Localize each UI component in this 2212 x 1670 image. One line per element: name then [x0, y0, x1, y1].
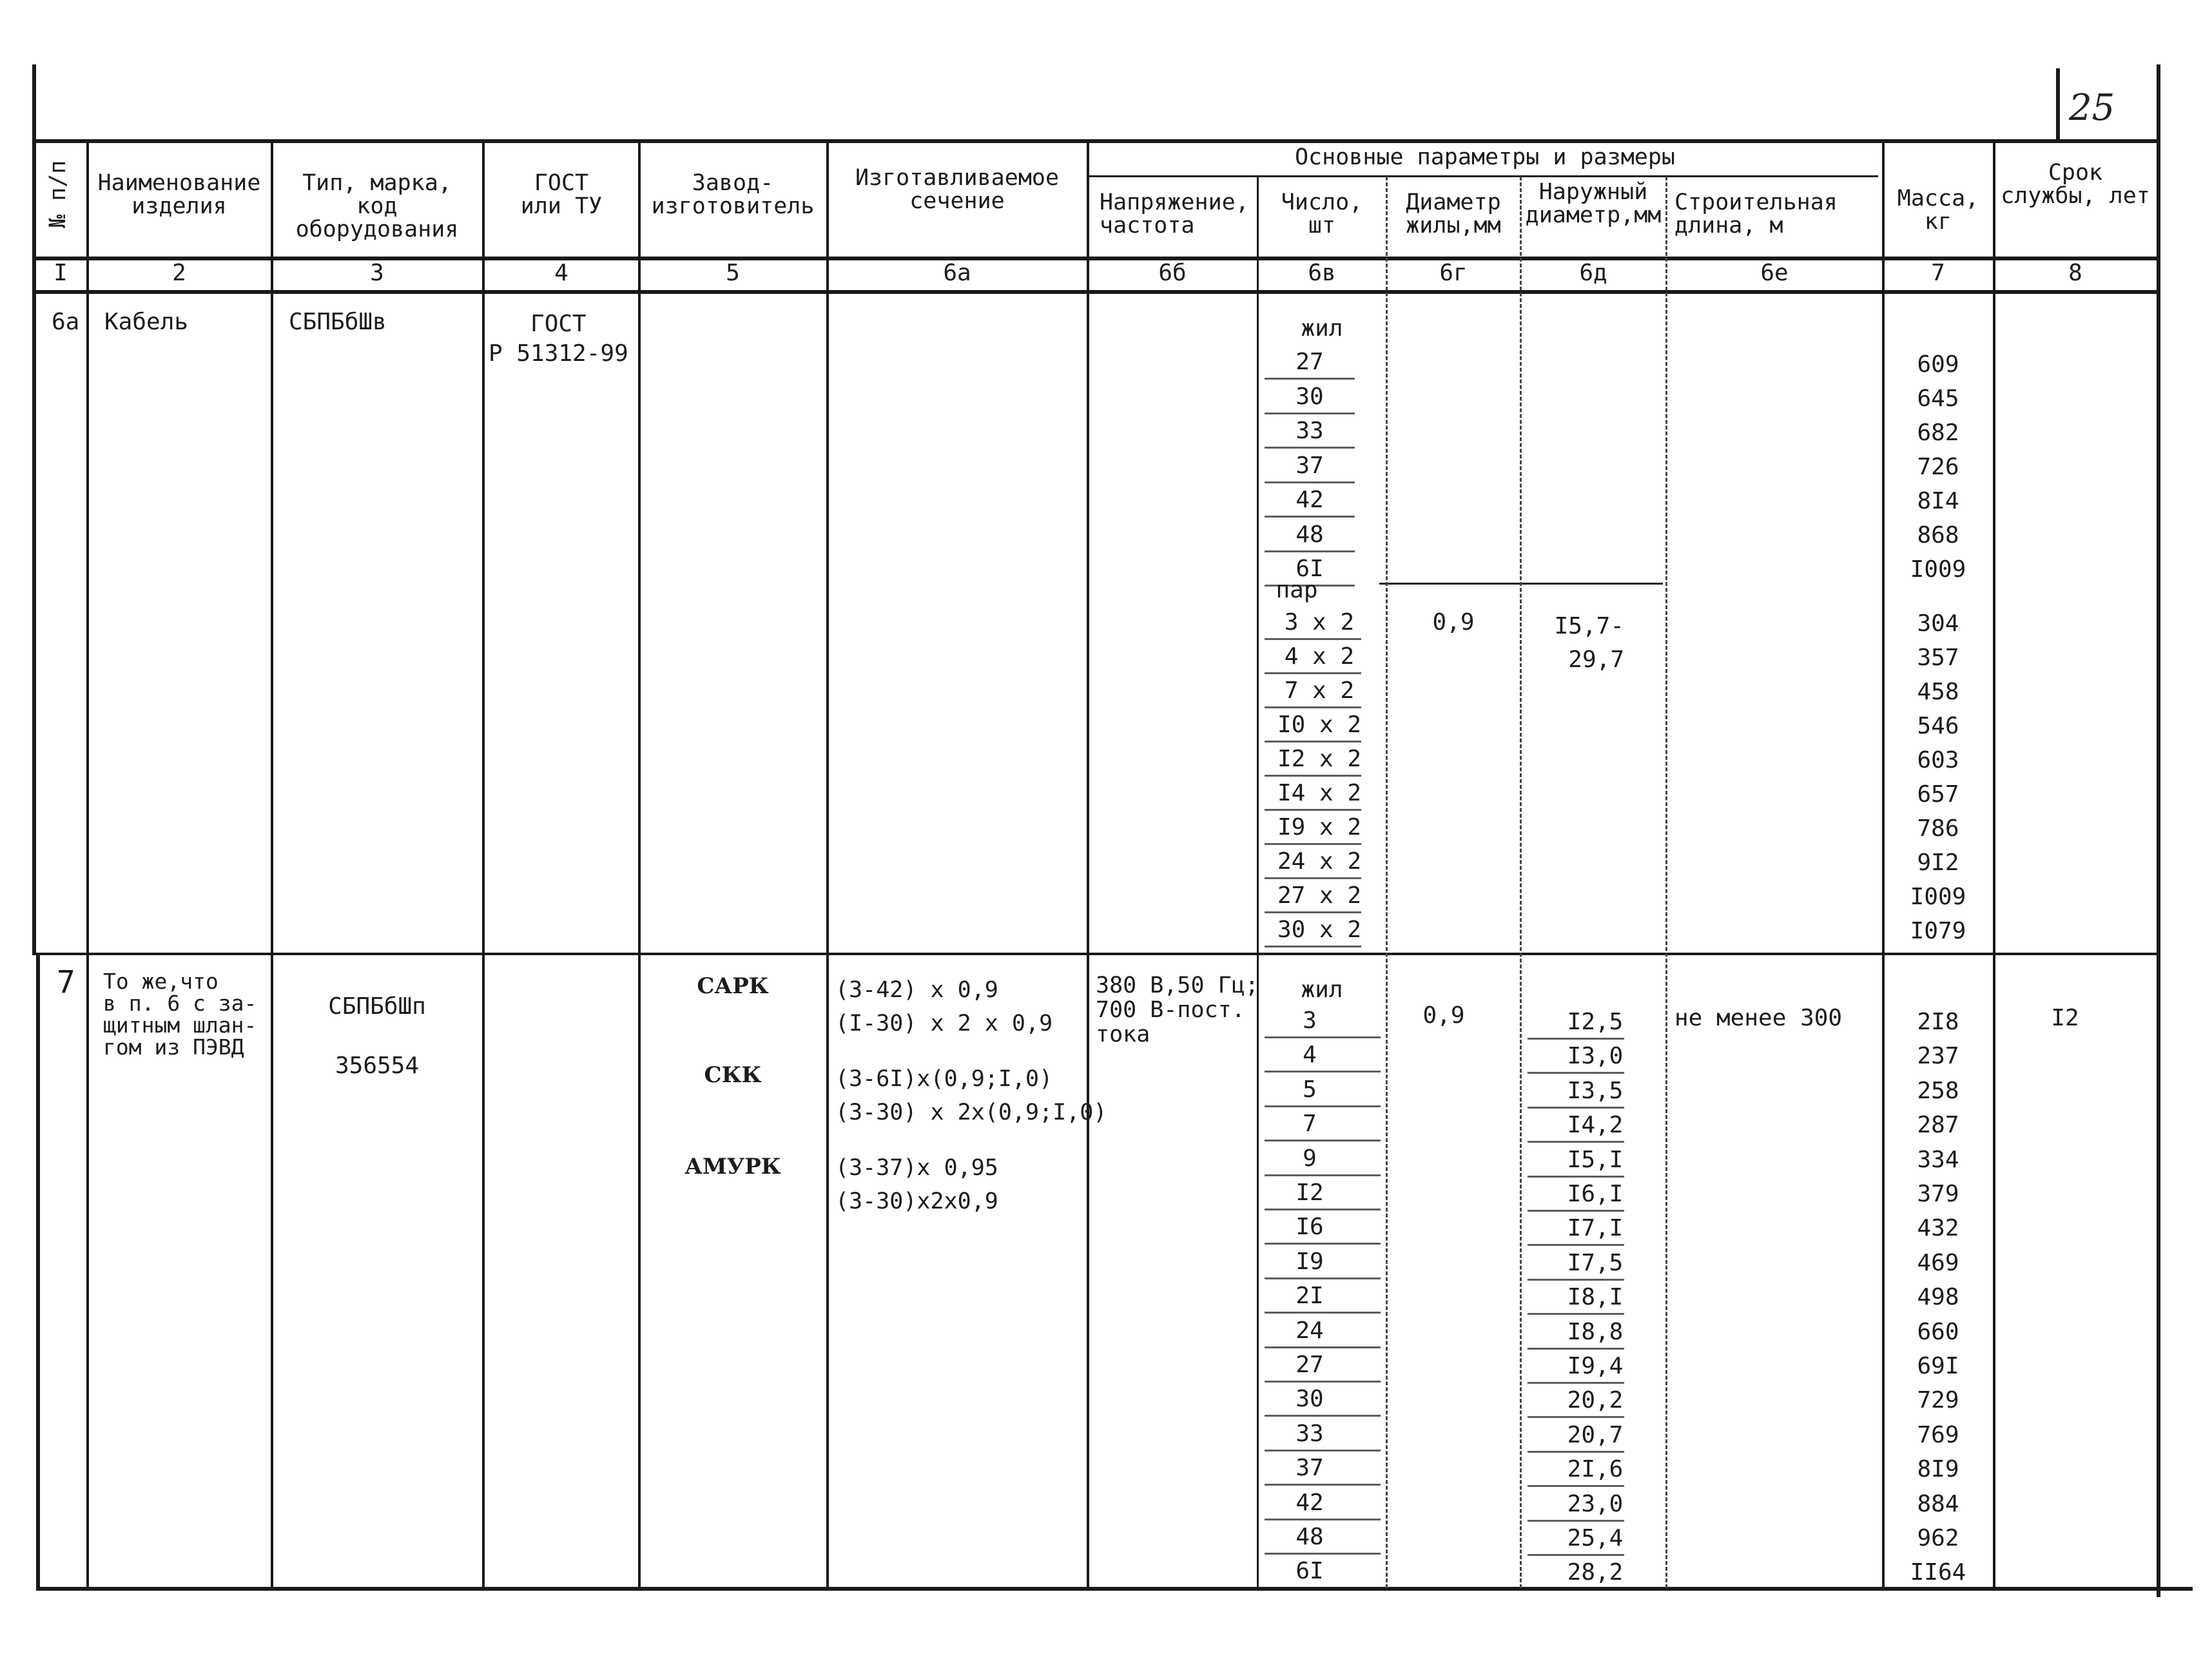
list-underline [1265, 1519, 1381, 1520]
pair-count-cell: 4 x 2 [1284, 643, 1355, 670]
list-underline [1265, 877, 1361, 879]
colnum-6b: 6б [1158, 260, 1187, 286]
list-underline [1265, 741, 1361, 743]
mass-cell: 8I9 [1917, 1456, 1959, 1483]
list-underline [1265, 638, 1361, 640]
mass-cell: 726 [1917, 454, 1959, 480]
col-line-5 [826, 139, 829, 1589]
col-line-6g [1520, 177, 1522, 1588]
mass-cell: I009 [1910, 884, 1966, 910]
list-underline [1265, 1346, 1381, 1348]
mass-cell: 458 [1917, 679, 1959, 705]
frame-left-bottom [36, 953, 40, 1591]
header-col-mass: Масса, кг [1897, 186, 1979, 235]
mass-cell: 769 [1917, 1421, 1959, 1448]
header-col-name: Наименование изделия [97, 170, 261, 219]
mass-cell: 304 [1917, 610, 1959, 637]
outer-diameter-cell: 2I,6 [1567, 1456, 1624, 1483]
pair-count-cell: 7 x 2 [1284, 677, 1355, 704]
list-underline [1265, 1450, 1381, 1452]
row7-type: СБПБбШп 356554 [328, 993, 426, 1079]
outer-diameter-cell: I8,I [1567, 1284, 1624, 1311]
pair-count-cell: 24 x 2 [1277, 848, 1362, 875]
core-count-cell: 42 [1295, 487, 1324, 513]
mass-cell: 657 [1917, 781, 1959, 808]
list-underline [1528, 1038, 1624, 1040]
core-count-cell: 33 [1295, 1420, 1324, 1447]
core-count-cell: 24 [1295, 1317, 1324, 1344]
list-underline [1265, 516, 1355, 518]
header-col-length: Строительная длина, м [1674, 189, 1838, 238]
mass-cell: 786 [1917, 815, 1959, 842]
list-underline [1265, 843, 1361, 845]
list-underline [1265, 1277, 1381, 1279]
outer-diameter-cell: 20,7 [1567, 1421, 1624, 1448]
colnum-6g: 6г [1439, 260, 1468, 286]
pair-count-cell: 27 x 2 [1277, 882, 1362, 909]
mass-cell: II64 [1910, 1559, 1966, 1586]
outer-diameter-cell: I7,5 [1567, 1249, 1624, 1276]
mass-cell: 8I4 [1917, 488, 1959, 514]
pair-count-cell: 30 x 2 [1277, 917, 1362, 943]
list-underline [1265, 809, 1361, 811]
outer-diameter-cell: 20,2 [1567, 1387, 1624, 1414]
list-underline [1528, 1382, 1624, 1384]
list-underline [1265, 1415, 1381, 1417]
pair-count-cell: I2 x 2 [1277, 746, 1362, 772]
colnum-6v: 6в [1308, 260, 1336, 286]
core-count-cell: I6 [1295, 1214, 1324, 1241]
table-bottom-rule [36, 1587, 2193, 1591]
list-underline [1528, 1313, 1624, 1315]
mass-cell: 729 [1917, 1387, 1959, 1414]
core-count-cell: 27 [1295, 1352, 1324, 1378]
core-count-cell: 30 [1295, 383, 1324, 410]
list-underline [1265, 378, 1355, 380]
list-underline [1528, 1072, 1624, 1074]
list-underline [1528, 1210, 1624, 1212]
row7-diameter: 0,9 [1422, 1002, 1465, 1029]
header-col-num: № п/п [45, 160, 71, 228]
outer-diameter-cell: I4,2 [1567, 1112, 1624, 1139]
list-underline [1528, 1176, 1624, 1178]
mass-cell: 498 [1917, 1284, 1959, 1311]
row6a-name: Кабель [104, 309, 189, 335]
mass-cell: 334 [1917, 1146, 1959, 1173]
core-count-cell: 3 [1303, 1007, 1317, 1034]
header-col-service: Срок службы, лет [2001, 160, 2150, 209]
outer-diameter-cell: I8,8 [1567, 1318, 1624, 1345]
header-top-rule [32, 139, 2159, 143]
list-underline [1265, 1243, 1381, 1245]
list-underline [1265, 447, 1355, 449]
core-count-cell: 37 [1295, 452, 1324, 479]
list-underline [1265, 413, 1355, 414]
colnum-4: 4 [554, 260, 568, 286]
frame-left-top [32, 64, 36, 954]
header-col-gost: ГОСТ или ТУ [520, 170, 603, 219]
list-underline [1265, 775, 1361, 777]
list-underline [1265, 1071, 1381, 1073]
row7-factory-skk: СКК [704, 1062, 762, 1088]
mass-cell: I009 [1910, 556, 1966, 583]
core-count-cell: 6I [1295, 556, 1324, 582]
group-title-rule [1088, 175, 1878, 177]
page-number: 25 [2069, 87, 2115, 129]
frame-right [2157, 139, 2160, 1597]
mass-cell: 258 [1917, 1077, 1959, 1104]
col-line-3 [482, 139, 485, 1589]
outer-diameter-cell: I3,5 [1567, 1077, 1624, 1104]
mass-cell: 9I2 [1917, 850, 1959, 876]
core-count-cell: 37 [1295, 1455, 1324, 1482]
list-underline [1265, 672, 1361, 674]
list-underline [1265, 1381, 1381, 1383]
row7-length: не менее 300 [1674, 1005, 1843, 1031]
core-count-cell: 7 [1303, 1111, 1317, 1138]
core-count-cell: 48 [1295, 1524, 1324, 1550]
core-count-cell: I2 [1295, 1180, 1324, 1206]
mass-cell: 287 [1917, 1112, 1959, 1139]
col-line-6v [1386, 177, 1388, 1588]
mass-cell: 609 [1917, 351, 1959, 378]
list-underline [1528, 1348, 1624, 1350]
list-underline [1528, 1141, 1624, 1143]
mass-cell: 432 [1917, 1215, 1959, 1242]
mass-cell: 645 [1917, 385, 1959, 412]
outer-diameter-cell: I3,0 [1567, 1043, 1624, 1070]
outer-diameter-cell: 28,2 [1567, 1559, 1624, 1586]
colnum-6a: 6а [943, 260, 971, 286]
col-line-6d [1665, 177, 1667, 1588]
row7-sections: (3-42) x 0,9 (I-30) x 2 x 0,9 (3-6I)x(0,9;I,0) (3-30) x 2x(0,9;I,0) (3-37)x 0,95 (3-30)x2x0,9 [835, 977, 1107, 1214]
list-underline [1528, 1244, 1624, 1246]
page-number-box-left [2056, 68, 2060, 139]
row7-label-cores: жил [1301, 976, 1343, 1003]
list-underline [1265, 550, 1355, 552]
colnum-3: 3 [370, 260, 384, 286]
colnum-2: 2 [172, 260, 186, 286]
col-line-4 [638, 139, 641, 1589]
row7-service-life: I2 [2051, 1005, 2079, 1031]
list-underline [1265, 1105, 1381, 1107]
page-number-box-right [2157, 64, 2160, 141]
header-group-title: Основные параметры и размеры [1294, 144, 1675, 170]
pair-count-cell: I0 x 2 [1277, 712, 1362, 738]
list-underline [1265, 911, 1361, 913]
row-separator [32, 953, 2159, 955]
mass-cell: 546 [1917, 713, 1959, 739]
list-underline [1265, 1140, 1381, 1141]
row7-voltage: 380 В,50 Гц; 700 В-пост. тока [1096, 973, 1259, 1047]
colnum-6e: 6е [1760, 260, 1789, 286]
row6a-type: СБПБбШв [289, 309, 387, 335]
colnum-6d: 6д [1579, 260, 1607, 286]
colnum-5: 5 [726, 260, 740, 286]
list-underline [1265, 1174, 1381, 1176]
header-col-voltage: Напряжение, частота [1100, 189, 1249, 238]
list-underline [1265, 1312, 1381, 1314]
list-underline [1265, 1553, 1381, 1555]
pair-count-cell: I9 x 2 [1277, 814, 1362, 840]
outer-diameter-cell: I2,5 [1567, 1009, 1624, 1035]
outer-diameter-cell: 25,4 [1567, 1525, 1624, 1551]
header-col-section: Изготавливаемое сечение [855, 165, 1060, 214]
mass-cell: 237 [1917, 1043, 1959, 1070]
header-col-count: Число, шт [1281, 189, 1363, 238]
header-col-type: Тип, марка, код оборудования [295, 170, 459, 242]
header-col-outer: Наружный диаметр,мм [1525, 179, 1662, 228]
colnum-7: 7 [1931, 260, 1945, 286]
core-count-cell: 6I [1295, 1558, 1324, 1585]
list-underline [1528, 1520, 1624, 1522]
row6a-label-cores: жил [1301, 315, 1343, 342]
colnum-1: I [53, 260, 68, 286]
core-count-cell: 30 [1295, 1386, 1324, 1413]
outer-diameter-cell: I7,I [1567, 1215, 1624, 1242]
col-line-8 [1993, 139, 1995, 1589]
row7-factory-amurk: АМУРК [684, 1154, 781, 1180]
core-count-cell: 4 [1303, 1042, 1317, 1069]
core-count-cell: I9 [1295, 1248, 1324, 1275]
row6a-gost: ГОСТ Р 51312-99 [489, 311, 628, 367]
row6a-outer-diameter: I5,7- 29,7 [1554, 613, 1624, 673]
row7-factory-sark: САРК [697, 973, 769, 999]
outer-diameter-cell: I5,I [1567, 1146, 1624, 1173]
row6a-label-pairs: пар [1276, 577, 1318, 603]
colnum-8: 8 [2068, 260, 2082, 286]
list-underline [1265, 481, 1355, 483]
row7-number: 7 [57, 964, 75, 1000]
list-underline [1265, 1484, 1381, 1486]
list-underline [1265, 946, 1361, 947]
list-underline [1528, 1451, 1624, 1453]
pair-count-cell: 3 x 2 [1284, 609, 1355, 636]
row6a-number: 6а [52, 309, 80, 335]
list-underline [1528, 1554, 1624, 1556]
list-underline [1528, 1416, 1624, 1418]
outer-diameter-cell: I9,4 [1567, 1353, 1624, 1379]
mass-cell: 357 [1917, 645, 1959, 671]
row7-name: То же,что в п. 6 с за- щитным шлан- гом из ПЭВД [103, 969, 257, 1060]
mass-cell: 682 [1917, 420, 1959, 446]
mass-cell: 469 [1917, 1249, 1959, 1276]
mass-cell: I079 [1910, 918, 1966, 944]
list-underline [1265, 1209, 1381, 1210]
list-underline [1528, 1588, 1624, 1590]
pair-count-cell: I4 x 2 [1277, 780, 1362, 806]
mass-cell: 962 [1917, 1525, 1959, 1551]
mass-cell: 603 [1917, 747, 1959, 773]
core-count-cell: 2I [1295, 1283, 1324, 1310]
list-underline [1528, 1485, 1624, 1487]
mass-cell: 868 [1917, 522, 1959, 549]
mass-cell: 2I8 [1917, 1009, 1959, 1035]
core-count-cell: 42 [1295, 1489, 1324, 1516]
col-line-1 [86, 139, 89, 1589]
core-count-cell: 27 [1295, 349, 1324, 375]
core-count-cell: 33 [1295, 418, 1324, 444]
list-underline [1265, 706, 1361, 708]
outer-diameter-cell: 23,0 [1567, 1490, 1624, 1517]
core-count-cell: 9 [1303, 1145, 1317, 1172]
list-underline [1528, 1279, 1624, 1281]
mass-cell: 884 [1917, 1490, 1959, 1517]
list-underline [1265, 1036, 1381, 1038]
header-col-factory: Завод- изготовитель [651, 170, 815, 219]
outer-diameter-cell: I6,I [1567, 1181, 1624, 1207]
list-underline [1265, 585, 1355, 587]
mass-cell: 379 [1917, 1181, 1959, 1207]
mass-cell: 69I [1917, 1353, 1959, 1379]
numbers-bottom-rule [32, 290, 2159, 294]
header-col-diameter: Диаметр жилы,мм [1406, 189, 1501, 238]
col-line-2 [271, 139, 273, 1589]
core-count-cell: 5 [1303, 1076, 1317, 1103]
list-underline [1528, 1107, 1624, 1109]
mass-cell: 660 [1917, 1318, 1959, 1345]
col-line-6 [1087, 139, 1089, 1589]
list-underline [1265, 1587, 1381, 1589]
core-count-cell: 48 [1295, 521, 1324, 548]
row6a-diameter: 0,9 [1432, 609, 1475, 636]
